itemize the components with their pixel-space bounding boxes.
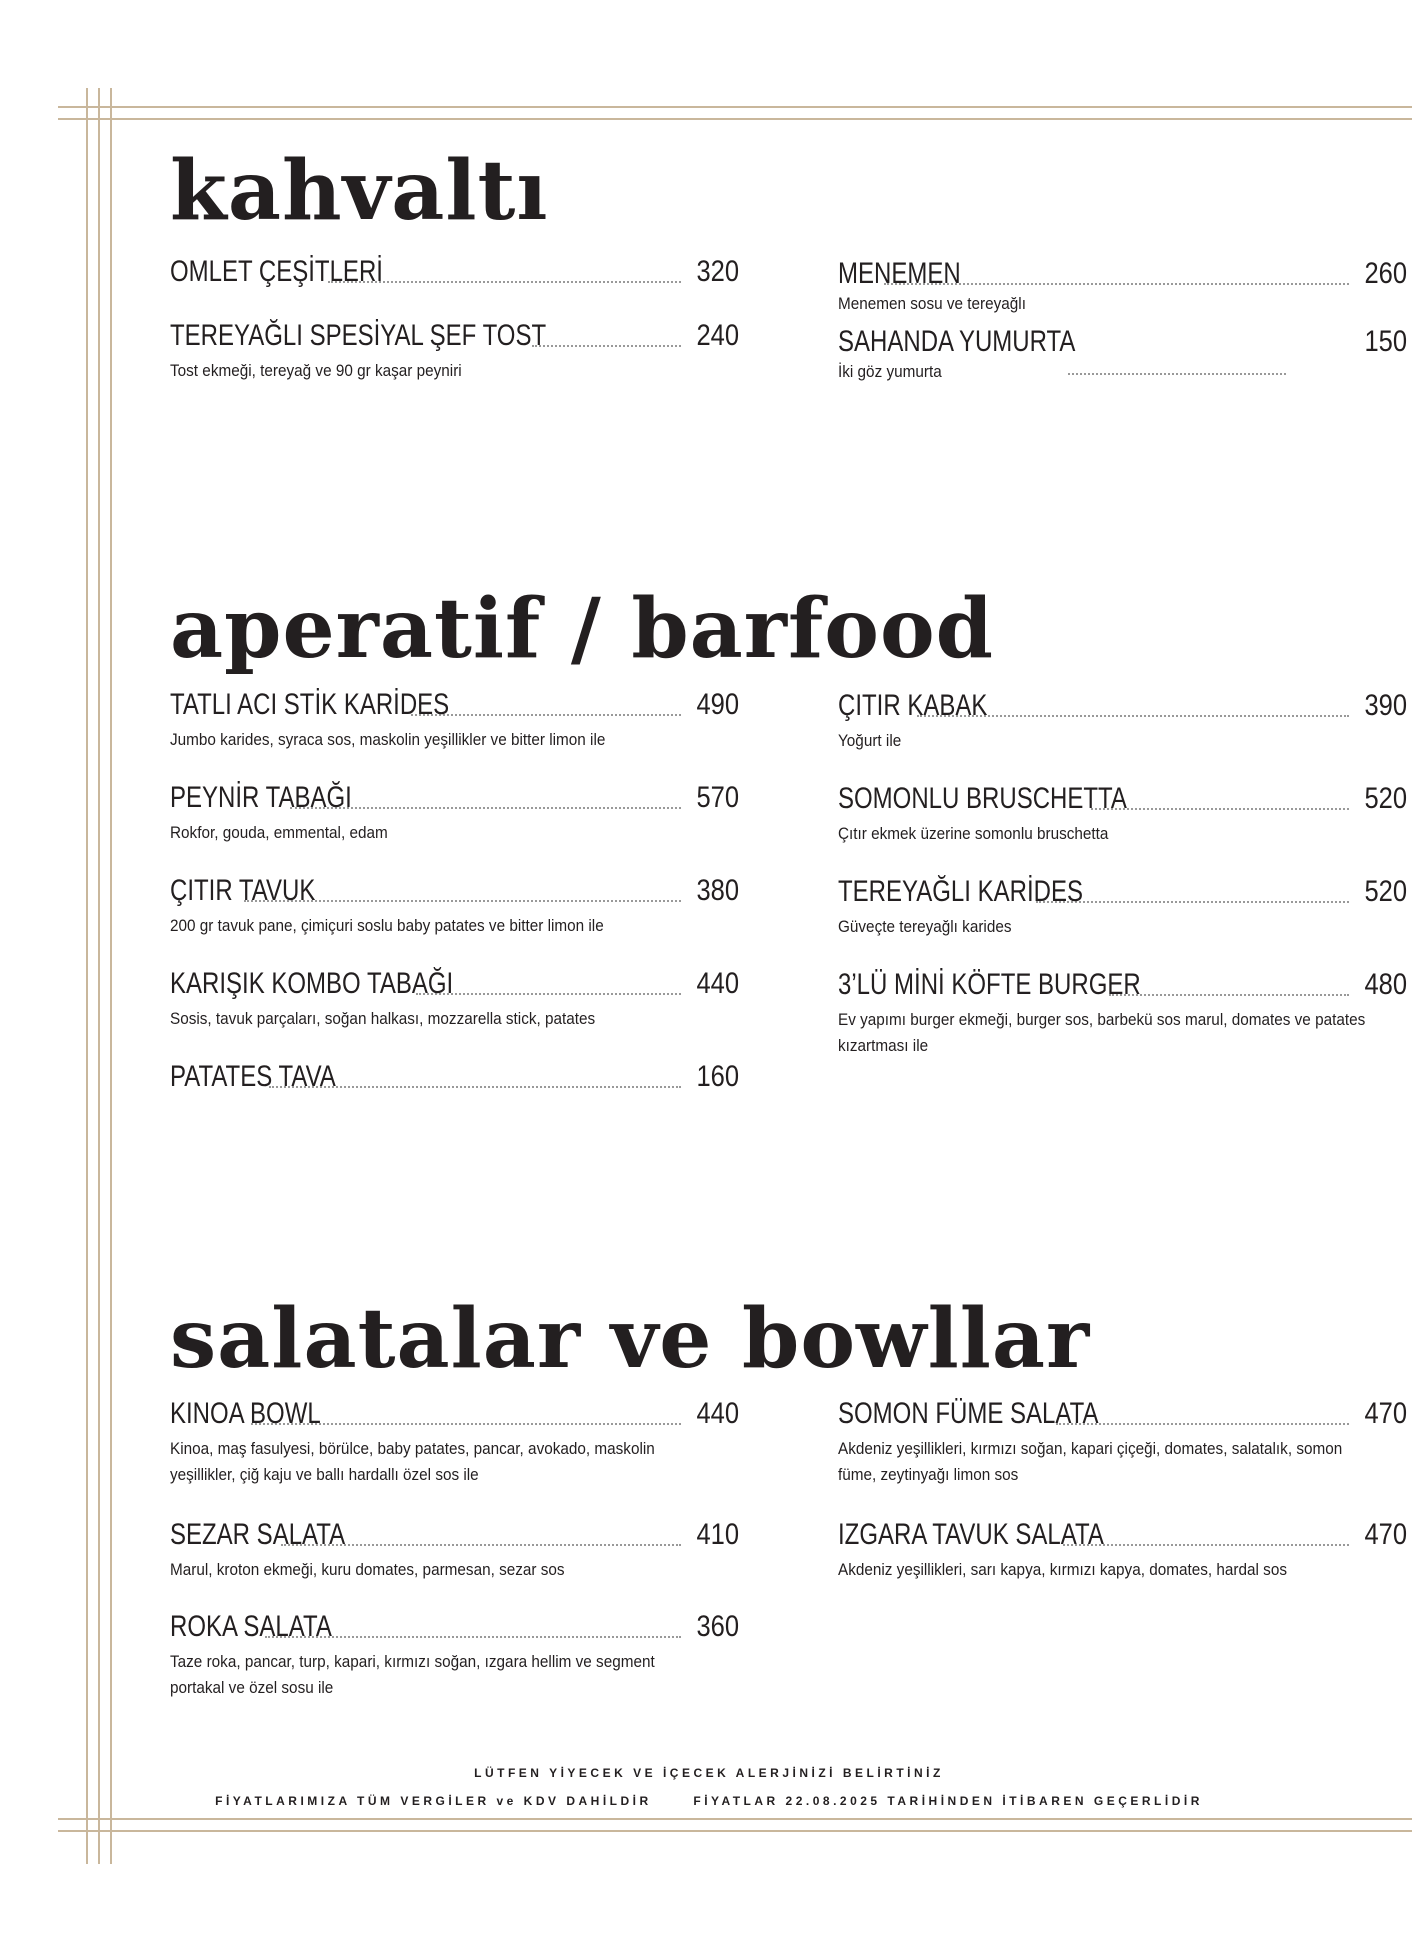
item-name: SOMON FÜME SALATA — [838, 1397, 1099, 1430]
leader-dots — [411, 714, 681, 716]
leader-dots — [1063, 1544, 1349, 1546]
item-description: Rokfor, gouda, emmental, edam — [170, 823, 388, 842]
leader-dots — [532, 345, 681, 347]
item-description: Sosis, tavuk parçaları, soğan halkası, mozzarella stick, patates — [170, 1009, 596, 1028]
menu-item — [838, 259, 1407, 317]
price-notice — [0, 1794, 1418, 1808]
leader-dots — [1056, 1423, 1349, 1425]
frame-line-top — [58, 106, 1412, 108]
item-name: OMLET ÇEŞİTLERİ — [170, 255, 383, 288]
leader-dots — [1091, 808, 1349, 810]
item-description: Akdeniz yeşillikleri, kırmızı soğan, kapari çiçeği, domates, salatalık, somon füme, zeytinyağı limon sos — [838, 1439, 1343, 1484]
section-title-kahvalti: kahvaltı — [170, 143, 549, 239]
allergy-notice: LÜTFEN YİYECEK VE İÇECEK ALERJİNİZİ BELİRTİNİZ — [474, 1766, 944, 1780]
validity-notice: FİYATLAR 22.08.2025 TARİHİNDEN İTİBAREN GEÇERLİDİR — [693, 1794, 1203, 1808]
item-name: KINOA BOWL — [170, 1397, 321, 1430]
item-name: ÇITIR TAVUK — [170, 874, 316, 907]
menu-item — [170, 321, 739, 384]
frame-line-bottom — [58, 1818, 1412, 1820]
item-price: 470 — [1364, 1397, 1408, 1430]
item-price: 160 — [696, 1060, 740, 1093]
item-description: Tost ekmeği, tereyağ ve 90 gr kaşar peyniri — [170, 361, 462, 380]
menu-item — [838, 877, 1407, 940]
item-name: MENEMEN — [838, 257, 961, 290]
menu-item — [170, 876, 739, 939]
menu-item — [838, 784, 1407, 847]
item-price: 520 — [1364, 875, 1408, 908]
tax-notice: FİYATLARIMIZA TÜM VERGİLER ve KDV DAHİLDİR — [215, 1794, 652, 1808]
item-name: PATATES TAVA — [170, 1060, 336, 1093]
item-name: PEYNİR TABAĞI — [170, 781, 352, 814]
frame-line-bottom — [58, 1830, 1412, 1832]
item-description: Marul, kroton ekmeği, kuru domates, parmesan, sezar sos — [170, 1560, 565, 1579]
item-price: 360 — [696, 1610, 740, 1643]
frame-line-left — [98, 88, 100, 1864]
item-description: Jumbo karides, syraca sos, maskolin yeşillikler ve bitter limon ile — [170, 730, 606, 749]
item-price: 470 — [1364, 1518, 1408, 1551]
item-description: Akdeniz yeşillikleri, sarı kapya, kırmızı kapya, domates, hardal sos — [838, 1560, 1287, 1579]
item-name: KARIŞIK KOMBO TABAĞI — [170, 967, 454, 1000]
item-price: 440 — [696, 1397, 740, 1430]
item-name: SAHANDA YUMURTA — [838, 325, 1076, 358]
frame-line-left — [110, 88, 112, 1864]
item-price: 490 — [696, 688, 740, 721]
item-description: Çıtır ekmek üzerine somonlu bruschetta — [838, 824, 1109, 843]
item-description: Yoğurt ile — [838, 731, 902, 750]
menu-item — [838, 1399, 1407, 1488]
menu-item — [170, 1062, 739, 1092]
item-name: TEREYAĞLI SPESİYAL ŞEF TOST — [170, 319, 547, 352]
item-description: İki göz yumurta — [838, 362, 942, 381]
menu-item — [170, 690, 739, 753]
item-description: 200 gr tavuk pane, çimiçuri soslu baby patates ve bitter limon ile — [170, 916, 604, 935]
item-description: Ev yapımı burger ekmeği, burger sos, barbekü sos marul, domates ve patates kızartması ile — [838, 1010, 1366, 1055]
leader-dots — [416, 993, 681, 995]
menu-item — [838, 327, 1407, 385]
item-description: Güveçte tereyağlı karides — [838, 917, 1012, 936]
item-price: 260 — [1364, 257, 1408, 290]
menu-item — [838, 691, 1407, 754]
item-price: 320 — [696, 255, 740, 288]
item-name: ÇITIR KABAK — [838, 689, 988, 722]
item-price: 440 — [696, 967, 740, 1000]
section-title-salatalar: salatalar ve bowllar — [170, 1291, 1091, 1387]
item-name: TEREYAĞLI KARİDES — [838, 875, 1083, 908]
item-name: 3’LÜ MİNİ KÖFTE BURGER — [838, 968, 1141, 1001]
frame-line-top — [58, 118, 1412, 120]
leader-dots — [1036, 901, 1349, 903]
item-name: ROKA SALATA — [170, 1610, 332, 1643]
leader-dots — [1068, 373, 1286, 375]
section-title-aperatif: aperatif / barfood — [170, 581, 994, 677]
item-price: 380 — [696, 874, 740, 907]
menu-item — [170, 1520, 739, 1583]
item-price: 570 — [696, 781, 740, 814]
frame-line-left — [86, 88, 88, 1864]
menu-item — [170, 783, 739, 846]
item-price: 240 — [696, 319, 740, 352]
menu-item — [170, 1399, 739, 1488]
menu-item — [838, 1520, 1407, 1583]
item-price: 410 — [696, 1518, 740, 1551]
item-name: SOMONLU BRUSCHETTA — [838, 782, 1127, 815]
menu-item — [838, 970, 1407, 1059]
item-price: 520 — [1364, 782, 1408, 815]
leader-dots — [1109, 994, 1349, 996]
item-price: 150 — [1364, 325, 1408, 358]
menu-item — [170, 1612, 739, 1701]
item-price: 480 — [1364, 968, 1408, 1001]
menu-item — [170, 969, 739, 1032]
item-price: 390 — [1364, 689, 1408, 722]
item-description: Taze roka, pancar, turp, kapari, kırmızı soğan, ızgara hellim ve segment portakal ve özel sosu ile — [170, 1652, 655, 1697]
item-description: Menemen sosu ve tereyağlı — [838, 294, 1026, 313]
menu-item — [170, 257, 739, 287]
item-name: TATLI ACI STİK KARİDES — [170, 688, 450, 721]
item-description: Kinoa, maş fasulyesi, börülce, baby patates, pancar, avokado, maskolin yeşillikler, çiğ kaju ve ballı hardallı özel sos ile — [170, 1439, 655, 1484]
item-name: SEZAR SALATA — [170, 1518, 346, 1551]
item-name: IZGARA TAVUK SALATA — [838, 1518, 1104, 1551]
